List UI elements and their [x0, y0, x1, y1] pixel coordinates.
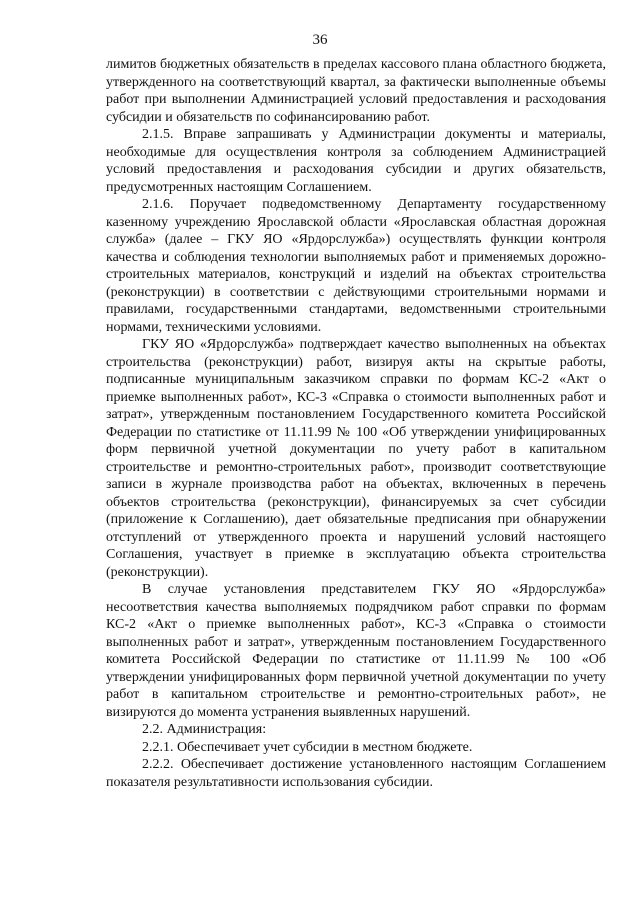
paragraph-gku-confirms-quality: ГКУ ЯО «Ярдорслужба» подтверждает качество выполненных на объектах строительства (реконструкции) работ, визируя акты на скрытые работы, подписанные муниципальным заказчиком справки по формам КС-2 «Акт о приемке выполненных работ», КС-3 «Справка о стоимости выполненных работ и затрат», утвержденным постановлением Государственного комитета Российской Федерации по статистике от 11.11.99 № 100 «Об утверждении унифицированных форм первичной учетной документации по учету работ в капитальном строительстве и ремонтно-строительных работ», производит соответствующие записи в журнале производства работ на объектах, включенных в перечень объектов строительства (реконструкции), финансируемых за счет субсидии (приложение к Соглашению), дает обязательные предписания при обнаружении отступлений от утвержденного проекта и нарушений условий настоящего Соглашения, участвует в приемке в эксплуатацию объекта строительства (реконструкции). [106, 337, 606, 580]
paragraph-nonconformity: В случае установления представителем ГКУ ЯО «Ярдорслужба» несоответствия качества выполняемых подрядчиком работ справки по формам КС-2 «Акт о приемке выполненных работ», КС-3 «Справка о стоимости выполненных работ и затрат», утвержденным постановлением Государственного комитета Российской Федерации по статистике от 11.11.99 № 100 «Об утверждении унифицированных форм первичной учетной документации по учету работ в капитальном строительстве и ремонтно-строительных работ», не визируются до момента устранения выявленных нарушений. [106, 582, 606, 720]
paragraph-2-2-heading: 2.2. Администрация: [142, 722, 267, 737]
paragraph-2-1-6: 2.1.6. Поручает подведомственному Департаменту государственному казенному учреждению Ярославской области «Ярославская областная дорожная служба» (далее – ГКУ ЯО «Ярдорслужба») осуществлять функции контроля качества и соблюдения технологии выполняемых работ и применяемых дорожно-строительных материалов, конструкций и изделий на объектах строительства (реконструкции) в соответствии с действующими строительными нормами и правилами, государственными стандартами, ведомственными строительными нормами, техническими условиями. [106, 197, 606, 335]
page-number: 36 [312, 32, 328, 48]
paragraph-2-2-1: 2.2.1. Обеспечивает учет субсидии в местном бюджете. [142, 739, 473, 755]
paragraph-2-2-2: 2.2.2. Обеспечивает достижение установленного настоящим Соглашением показателя результативности использования субсидии. [106, 757, 606, 790]
paragraph-2-1-5: 2.1.5. Вправе запрашивать у Администрации документы и материалы, необходимые для осуществления контроля за соблюдением Администрацией условий предоставления и расходования субсидии и других обязательств, предусмотренных настоящим Соглашением. [106, 127, 606, 195]
document-body [106, 56, 606, 791]
paragraph-continuation: лимитов бюджетных обязательств в пределах кассового плана областного бюджета, утвержденного на соответствующий квартал, за фактически выполненные объемы работ при выполнении Администрацией условий предоставления и расходования субсидии и обязательств по софинансированию работ. [106, 57, 606, 125]
